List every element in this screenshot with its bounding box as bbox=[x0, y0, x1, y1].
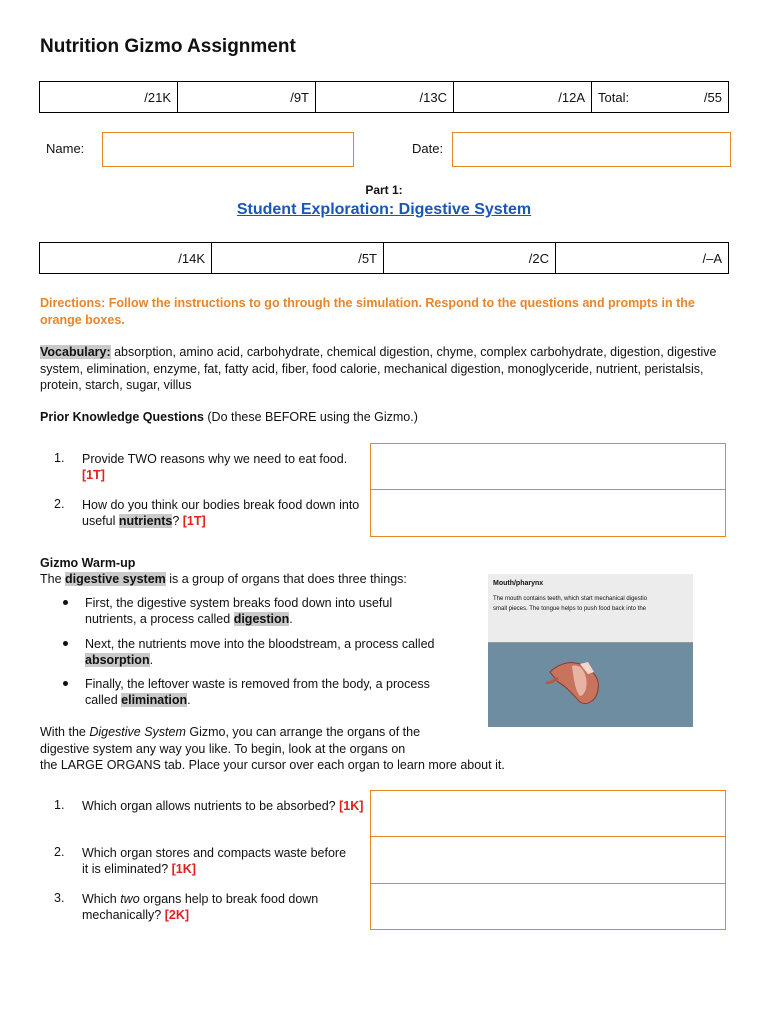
warmup-intro-a: The bbox=[40, 572, 66, 586]
warmup-intro-hl: digestive system bbox=[65, 572, 166, 586]
bullet-1-b: . bbox=[289, 612, 293, 626]
bullet-1-hl: digestion bbox=[233, 612, 290, 626]
warmup-q1-points: [1K] bbox=[339, 799, 364, 813]
warmup-q3-num: 3. bbox=[54, 891, 65, 905]
warmup-q3-italic: two bbox=[120, 892, 140, 906]
warmup-q3-answer[interactable] bbox=[371, 884, 726, 930]
vocabulary bbox=[40, 344, 730, 394]
bullet-2-a: Next, the nutrients move into the bloodstream, a process called bbox=[85, 637, 435, 651]
part-score-k: /14K bbox=[40, 243, 212, 274]
score-a: /12A bbox=[454, 82, 592, 113]
warmup-q2-body: Which organ stores and compacts waste before it is eliminated? bbox=[82, 846, 347, 876]
warmup-q1-text bbox=[82, 798, 372, 814]
warmup-q3-text bbox=[82, 891, 352, 923]
part-score-c: /2C bbox=[384, 243, 556, 274]
warmup-q2-text bbox=[82, 845, 352, 877]
part-score-a: /–A bbox=[556, 243, 729, 274]
score-k: /21K bbox=[40, 82, 178, 113]
with-c: the LARGE ORGANS tab. Place your cursor over each organ to learn more about it. bbox=[40, 758, 505, 772]
warmup-q3-points: [2K] bbox=[164, 908, 190, 922]
with-a: With the bbox=[40, 725, 90, 739]
with-gizmo-paragraph bbox=[40, 724, 470, 757]
warmup-q3-body-a: Which bbox=[82, 892, 121, 906]
bullet-2-b: . bbox=[149, 653, 154, 667]
bullet-dot-3 bbox=[63, 681, 68, 686]
prior-q2-body-a: How do you think our bodies break food down into useful bbox=[82, 498, 360, 528]
bullet-3 bbox=[85, 676, 435, 708]
gizmo-text-line-1: The mouth contains teeth, which start mechanical digestio bbox=[493, 596, 648, 602]
bullet-2 bbox=[85, 636, 435, 668]
bullet-3-hl: elimination bbox=[121, 693, 188, 707]
warmup-intro bbox=[40, 571, 460, 588]
gizmo-text-line-2: small pieces. The tongue helps to push food back into the bbox=[493, 606, 646, 612]
name-label: Name: bbox=[46, 141, 85, 156]
exploration-title[interactable]: Student Exploration: Digestive System bbox=[236, 201, 532, 218]
with-gizmo-paragraph-last bbox=[40, 757, 730, 774]
vocab-label: Vocabulary: bbox=[40, 345, 111, 359]
prior-heading: Prior Knowledge Questions bbox=[40, 410, 204, 424]
total-value: /55 bbox=[703, 89, 722, 105]
bullet-dot-2 bbox=[63, 641, 68, 646]
score-total bbox=[592, 82, 729, 113]
warmup-q2-answer[interactable] bbox=[371, 837, 726, 884]
part-score-t: /5T bbox=[212, 243, 384, 274]
vocab-text: absorption, amino acid, carbohydrate, chemical digestion, chyme, complex carbohydrate, digestion, digestive system, elimination, enzyme, fat, fatty acid, fiber, food calorie, mechanical digestion, monoglyceride, nutrient, peristalsis, protein, starch, sugar, villus bbox=[40, 345, 717, 392]
bullet-1-a: First, the digestive system breaks food down into useful nutrients, a process called bbox=[85, 596, 393, 626]
prior-knowledge bbox=[40, 409, 730, 426]
prior-answer-table bbox=[370, 443, 726, 537]
gizmo-screenshot bbox=[488, 574, 693, 727]
warmup-q2-num: 2. bbox=[54, 845, 65, 859]
prior-q2-body-b: ? bbox=[172, 514, 180, 528]
prior-note: (Do these BEFORE using the Gizmo.) bbox=[203, 410, 418, 424]
prior-q2-num: 2. bbox=[54, 497, 65, 511]
page-title: Nutrition Gizmo Assignment bbox=[40, 36, 296, 57]
warmup-q3-body-b: organs help to break food down mechanically? bbox=[82, 892, 319, 922]
warmup-heading bbox=[40, 555, 730, 572]
prior-q1-num: 1. bbox=[54, 451, 65, 465]
prior-q1-answer[interactable] bbox=[371, 444, 726, 490]
bullet-dot-1 bbox=[63, 600, 68, 605]
score-c: /13C bbox=[316, 82, 454, 113]
warmup-q1-num: 1. bbox=[54, 798, 65, 812]
score-t: /9T bbox=[178, 82, 316, 113]
prior-q1-text bbox=[82, 451, 372, 483]
prior-q2-points: [1T] bbox=[182, 514, 206, 528]
total-label: Total: bbox=[598, 89, 630, 105]
warmup-q1-body: Which organ allows nutrients to be absorbed? bbox=[82, 799, 336, 813]
gizmo-heading: Mouth/pharynx bbox=[493, 580, 544, 587]
with-b: Gizmo, you can arrange the organs of the digestive system any way you like. To begin, look at the organs on bbox=[40, 725, 421, 756]
prior-q2-hl: nutrients bbox=[118, 514, 173, 528]
bullet-2-hl: absorption bbox=[85, 653, 150, 667]
date-label: Date: bbox=[412, 141, 444, 156]
warmup-answer-table bbox=[370, 790, 726, 930]
exploration-title-link[interactable] bbox=[0, 201, 768, 219]
bullet-3-b: . bbox=[187, 693, 191, 707]
prior-q1-points: [1T] bbox=[82, 468, 105, 482]
name-field[interactable] bbox=[102, 132, 354, 167]
warmup-intro-b: is a group of organs that does three things: bbox=[165, 572, 407, 586]
score-table-part bbox=[39, 242, 729, 274]
bullet-1 bbox=[85, 595, 435, 627]
mouth-organ-icon bbox=[488, 574, 693, 727]
bullet-3-a: Finally, the leftover waste is removed from the body, a process called bbox=[85, 677, 430, 707]
score-table-top bbox=[39, 81, 729, 113]
prior-q2-text bbox=[82, 497, 372, 529]
warmup-q2-points: [1K] bbox=[171, 862, 196, 876]
warmup-q1-answer[interactable] bbox=[371, 791, 726, 837]
directions: Directions: Follow the instructions to go through the simulation. Respond to the questions and prompts in the orange boxes. bbox=[40, 296, 695, 327]
part-label: Part 1: bbox=[365, 183, 403, 197]
with-italic: Digestive System bbox=[89, 725, 186, 739]
prior-q1-body: Provide TWO reasons why we need to eat food. bbox=[82, 452, 348, 466]
warmup-heading-text: Gizmo Warm-up bbox=[40, 556, 136, 570]
date-field[interactable] bbox=[452, 132, 731, 167]
prior-q2-answer[interactable] bbox=[371, 490, 726, 537]
